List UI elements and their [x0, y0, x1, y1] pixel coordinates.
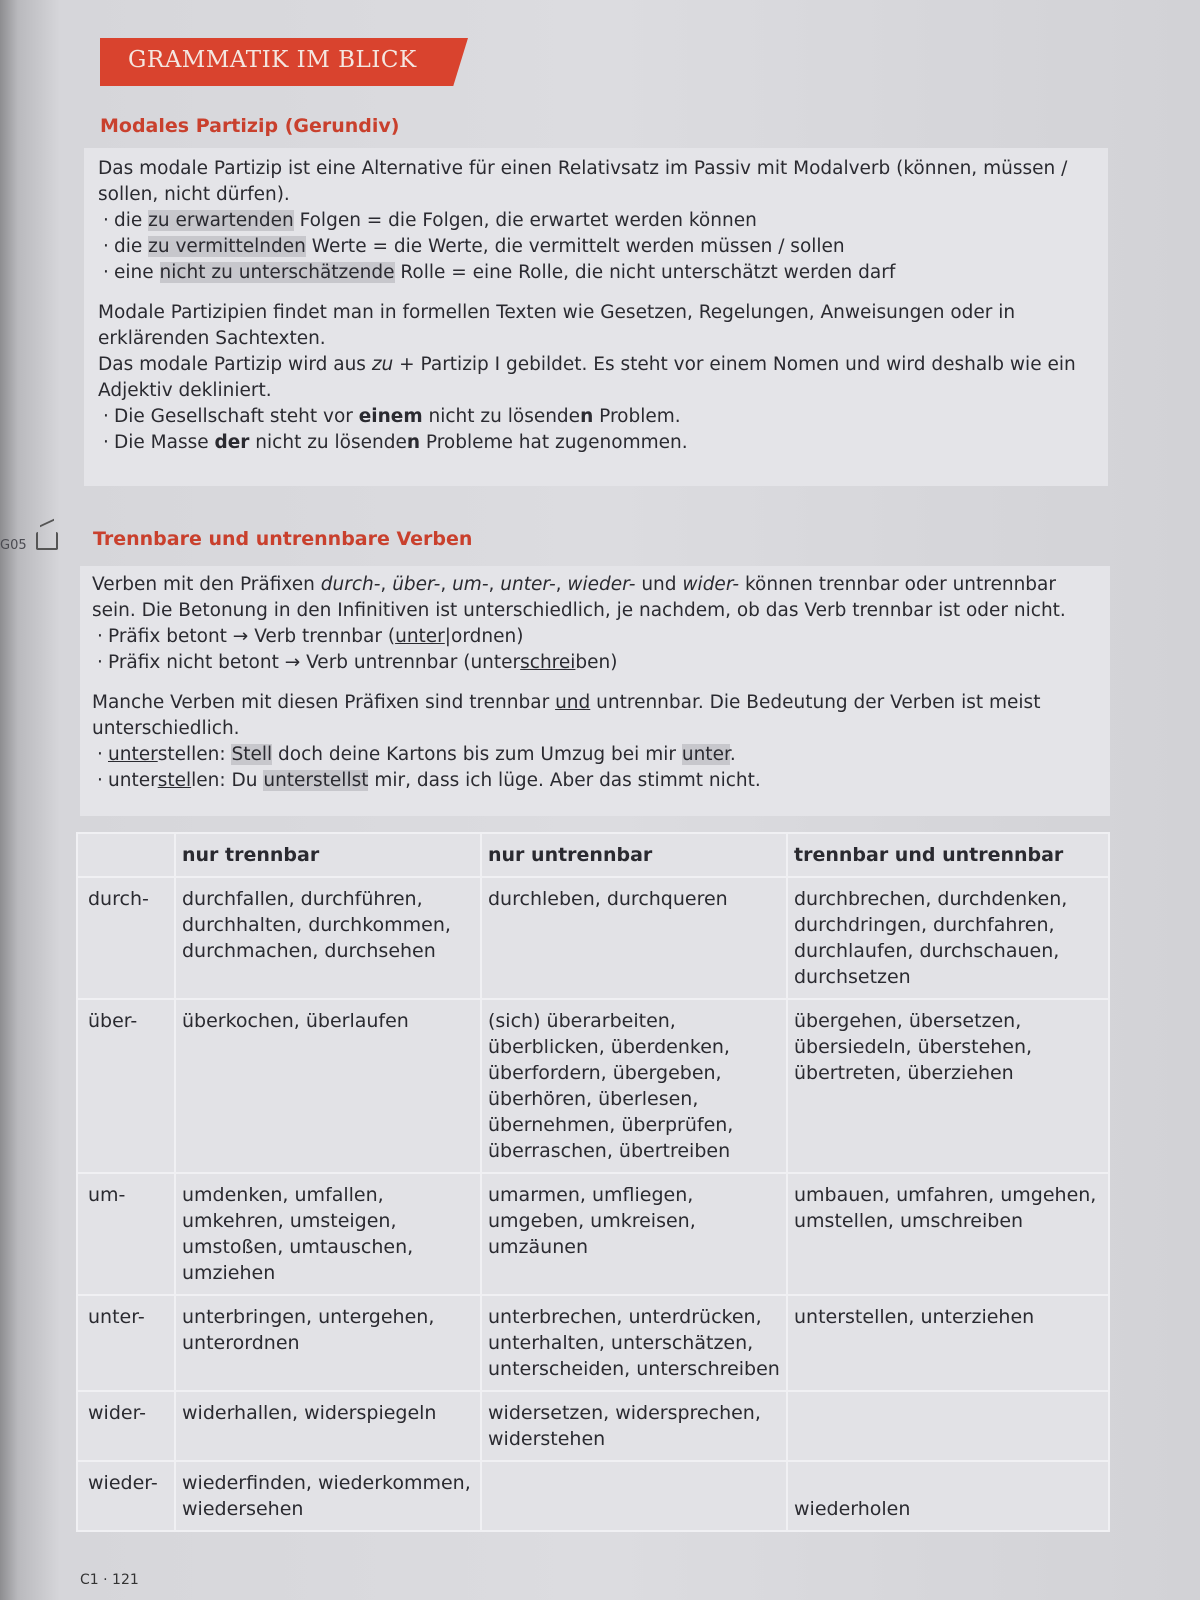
page-number: C1 · 121	[80, 1572, 139, 1588]
table-row	[77, 1295, 1109, 1391]
example-item: · die zu vermittelnden Werte = die Werte, die vermittelt werden müssen / sollen	[98, 234, 1098, 260]
table-row	[77, 1391, 1109, 1461]
table-cell: (sich) überarbeiten, überblicken, überdenken, überfordern, übergeben, überhören, überlesen, übernehmen, überprüfen, überraschen, übertreiben	[481, 999, 787, 1173]
meaning-paragraph: Manche Verben mit diesen Präfixen sind trennbar und untrennbar. Die Bedeutung der Verben ist meist unterschiedlich.	[92, 692, 1041, 739]
section-heading-modales-partizip: Modales Partizip (Gerundiv)	[100, 115, 400, 137]
table-cell: wiederfinden, wiederkommen, wiedersehen	[175, 1461, 481, 1531]
table-cell: durchfallen, durchführen, durchhalten, durchkommen, durchmachen, durchsehen	[175, 877, 481, 999]
trennbare-verben-text	[92, 572, 1102, 794]
prefix-cell: wieder-	[77, 1461, 175, 1531]
intro-paragraph: Verben mit den Präfixen durch-, über-, um-, unter-, wieder- und wider- können trennbar oder untrennbar sein. Die Betonung in den Infinitiven ist unterschiedlich, je nachdem, ob das Verb trennbar ist oder nicht.	[92, 574, 1066, 621]
column-header: nur untrennbar	[481, 833, 787, 877]
formation-paragraph: Das modale Partizip wird aus zu + Partizip I gebildet. Es steht vor einem Nomen und wird deshalb wie ein Adjektiv dekliniert.	[98, 354, 1076, 401]
table-cell: durchbrechen, durchdenken, durchdringen, durchfahren, durchlaufen, durchschauen, durchsetzen	[787, 877, 1109, 999]
example-item: · Die Masse der nicht zu lösenden Probleme hat zugenommen.	[98, 430, 1098, 456]
example-item: · eine nicht zu unterschätzende Rolle = eine Rolle, die nicht unterschätzt werden darf	[98, 260, 1098, 286]
prefix-cell: durch-	[77, 877, 175, 999]
rule-item: · Präfix betont → Verb trennbar (unter|ordnen)	[92, 624, 1102, 650]
example-item: · Die Gesellschaft steht vor einem nicht zu lösenden Problem.	[98, 404, 1098, 430]
banner-title: GRAMMATIK IM BLICK	[128, 47, 417, 73]
example-item: · unterstellen: Stell doch deine Kartons bis zum Umzug bei mir unter.	[92, 742, 1102, 768]
table-row	[77, 1461, 1109, 1531]
table-cell: unterbringen, untergehen, unterordnen	[175, 1295, 481, 1391]
rule-item: · Präfix nicht betont → Verb untrennbar (unterschreiben)	[92, 650, 1102, 676]
table-header-row	[77, 833, 1109, 877]
table-cell: widersetzen, widersprechen, widerstehen	[481, 1391, 787, 1461]
intro-paragraph: Das modale Partizip ist eine Alternative für einen Relativsatz im Passiv mit Modalverb (können, müssen / sollen, nicht dürfen).	[98, 158, 1068, 205]
table-cell: umarmen, umfliegen, umgeben, umkreisen, umzäunen	[481, 1173, 787, 1295]
column-header	[77, 833, 175, 877]
table-cell: unterbrechen, unterdrücken, unterhalten, unterschätzen, unterscheiden, unterschreiben	[481, 1295, 787, 1391]
table-cell: unterstellen, unterziehen	[787, 1295, 1109, 1391]
book-icon	[36, 532, 58, 550]
example-item: · die zu erwartenden Folgen = die Folgen, die erwartet werden können	[98, 208, 1098, 234]
table-cell: umbauen, umfahren, umgehen, umstellen, umschreiben	[787, 1173, 1109, 1295]
example-item: · unterstellen: Du unterstellst mir, dass ich lüge. Aber das stimmt nicht.	[92, 768, 1102, 794]
table-cell: überkochen, überlaufen	[175, 999, 481, 1173]
prefix-cell: über-	[77, 999, 175, 1173]
grammar-reference-tag: G05	[0, 538, 27, 553]
modales-partizip-text	[98, 156, 1098, 456]
prefix-verb-table	[76, 832, 1110, 1532]
table-cell: umdenken, umfallen, umkehren, umsteigen, umstoßen, umtauschen, umziehen	[175, 1173, 481, 1295]
table-row	[77, 877, 1109, 999]
prefix-cell: wider-	[77, 1391, 175, 1461]
section-heading-trennbare-verben: Trennbare und untrennbare Verben	[93, 528, 473, 550]
table-cell: durchleben, durchqueren	[481, 877, 787, 999]
table-cell	[481, 1461, 787, 1531]
table-cell: übergehen, übersetzen, übersiedeln, überstehen, übertreten, überziehen	[787, 999, 1109, 1173]
usage-paragraph: Modale Partizipien findet man in formellen Texten wie Gesetzen, Regelungen, Anweisungen oder in erklärenden Sachtexten.	[98, 302, 1016, 349]
table-row	[77, 1173, 1109, 1295]
column-header: trennbar und untrennbar	[787, 833, 1109, 877]
column-header: nur trennbar	[175, 833, 481, 877]
table-cell: widerhallen, widerspiegeln	[175, 1391, 481, 1461]
prefix-cell: unter-	[77, 1295, 175, 1391]
prefix-cell: um-	[77, 1173, 175, 1295]
table-row	[77, 999, 1109, 1173]
table-cell	[787, 1391, 1109, 1461]
table-cell: wiederholen	[787, 1461, 1109, 1531]
